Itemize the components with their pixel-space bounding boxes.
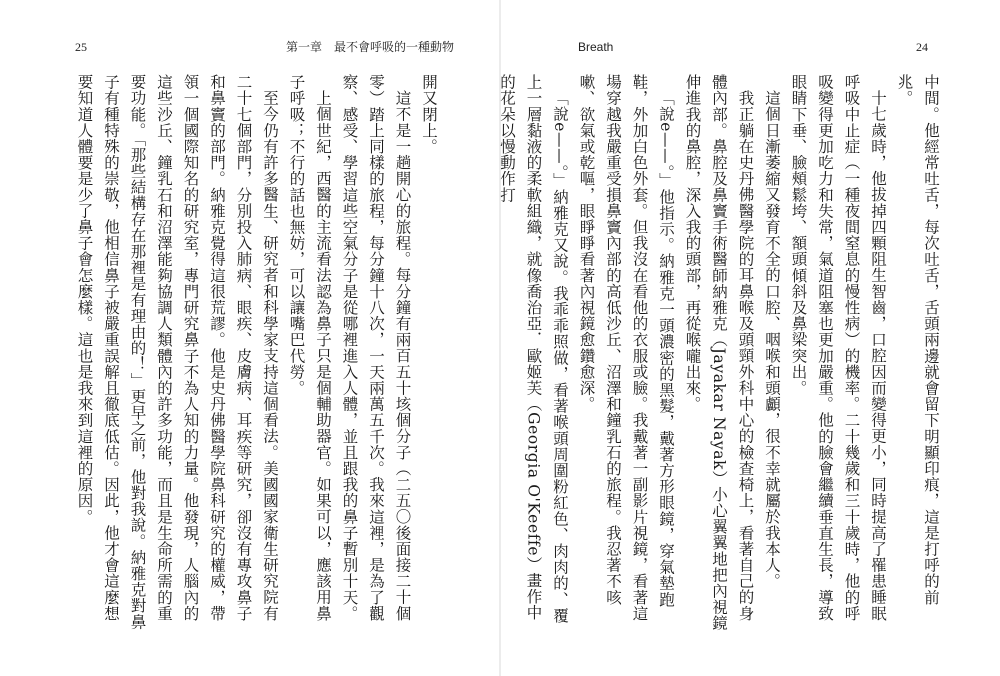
paragraph: 上個世紀，西醫的主流看法認為鼻子只是個輔助器官。如果可以，應該用鼻子呼吸；不行的話也無妨，可以讓嘴巴代勞。 bbox=[287, 74, 332, 621]
paragraph: 這個日漸萎縮又發育不全的口腔、咽喉和頭顱，很不幸就屬於我本人。 bbox=[763, 89, 781, 589]
paragraph: 「說e——。」納雅克又說。我乖乖照做，看著喉頭周圍粉紅色、肉肉的、覆上一層黏液的柔軟組織，就像喬治亞．歐姬芙（Georgia O'Keeffe）畫作中的花朵以慢動作打 bbox=[498, 74, 569, 623]
paragraph: 十七歲時，他拔掉四顆阻生智齒，口腔因而變得更小，同時提高了罹患睡眠呼吸中止症（一種夜間窒息的慢性病）的機率。二十幾歲和三十歲時，他的呼吸變得更加吃力和失常，氣道阻塞也更加嚴重。他的臉會繼續垂直生長，導致眼睛下垂、臉頰鬆垮、額頭傾斜及鼻梁突出。 bbox=[789, 74, 887, 622]
page-number: 24 bbox=[916, 40, 928, 54]
body-text bbox=[498, 74, 944, 634]
running-title: 第一章 最不會呼吸的一種動物 bbox=[286, 40, 455, 54]
running-title: Breath bbox=[578, 40, 614, 54]
paragraph: 中間。他經常吐舌，每次吐舌，舌頭兩邊就會留下明顯印痕，這是打呼的前兆。 bbox=[895, 74, 940, 606]
page-number: 25 bbox=[75, 40, 87, 54]
body-text bbox=[62, 74, 442, 634]
paragraph: 「說e——。」他指示。納雅克一頭濃密的黑髮，戴著方形眼鏡，穿氣墊跑鞋，外加白色外套。但我沒在看他的衣服或臉。我戴著一副影片視鏡，看著這場穿越我嚴重受損鼻竇內部的高低沙丘、沼澤和鐘乳石的旅程。我忍著不咳嗽、欲氣或乾嘔，眼睜睜看著內視鏡愈鑽愈深。 bbox=[577, 74, 675, 622]
paragraph: 至今仍有許多醫生、研究者和科學家支持這個看法。美國國家衛生研究院有二十七個部門，分別投入肺病、眼疾、皮膚病、耳疾等研究，卻沒有專攻鼻子和鼻竇的部門。納雅克覺得這很荒謬。他是史丹佛醫學院鼻科研究的權威，帶領一個國際知名的研究室，專門研究鼻子不為人知的力量。他發現，人腦內的這些沙丘、鐘乳石和沼澤能夠協調人類體內的許多功能，而且是生命所需的重要功能。「那些結構存在那裡是有理由的！」更早之前，他對我說。納雅克對鼻子有種特殊的崇敬，他相信鼻子被嚴重誤解且徹底低估。因此，他才會這麼想要知道人體要是少了鼻子會怎麼樣。這也是我來到這裡的原因。 bbox=[75, 74, 279, 630]
right-page bbox=[500, 0, 1000, 676]
paragraph: 我正躺在史丹佛醫學院的耳鼻喉及頭頸外科中心的檢查椅上，看著自己的身體內部。鼻腔及鼻竇手術醫師納雅克（Jayakar Nayak）小心翼翼地把內視鏡伸進我的鼻腔，深入我的頭部，再從喉嚨出來。 bbox=[683, 74, 755, 632]
paragraph: 這不是一趟開心的旅程。每分鐘有兩百五十垓個分子（二五〇後面接二十個零）踏上同樣的旅程，每分鐘十八次，一天兩萬五千次。我來這裡，是為了觀察、感受、學習這些空氣分子是從哪裡進入人體，並且跟我的鼻子暫別十天。 bbox=[340, 74, 412, 622]
paragraph: 開又閉上。 bbox=[420, 74, 438, 155]
